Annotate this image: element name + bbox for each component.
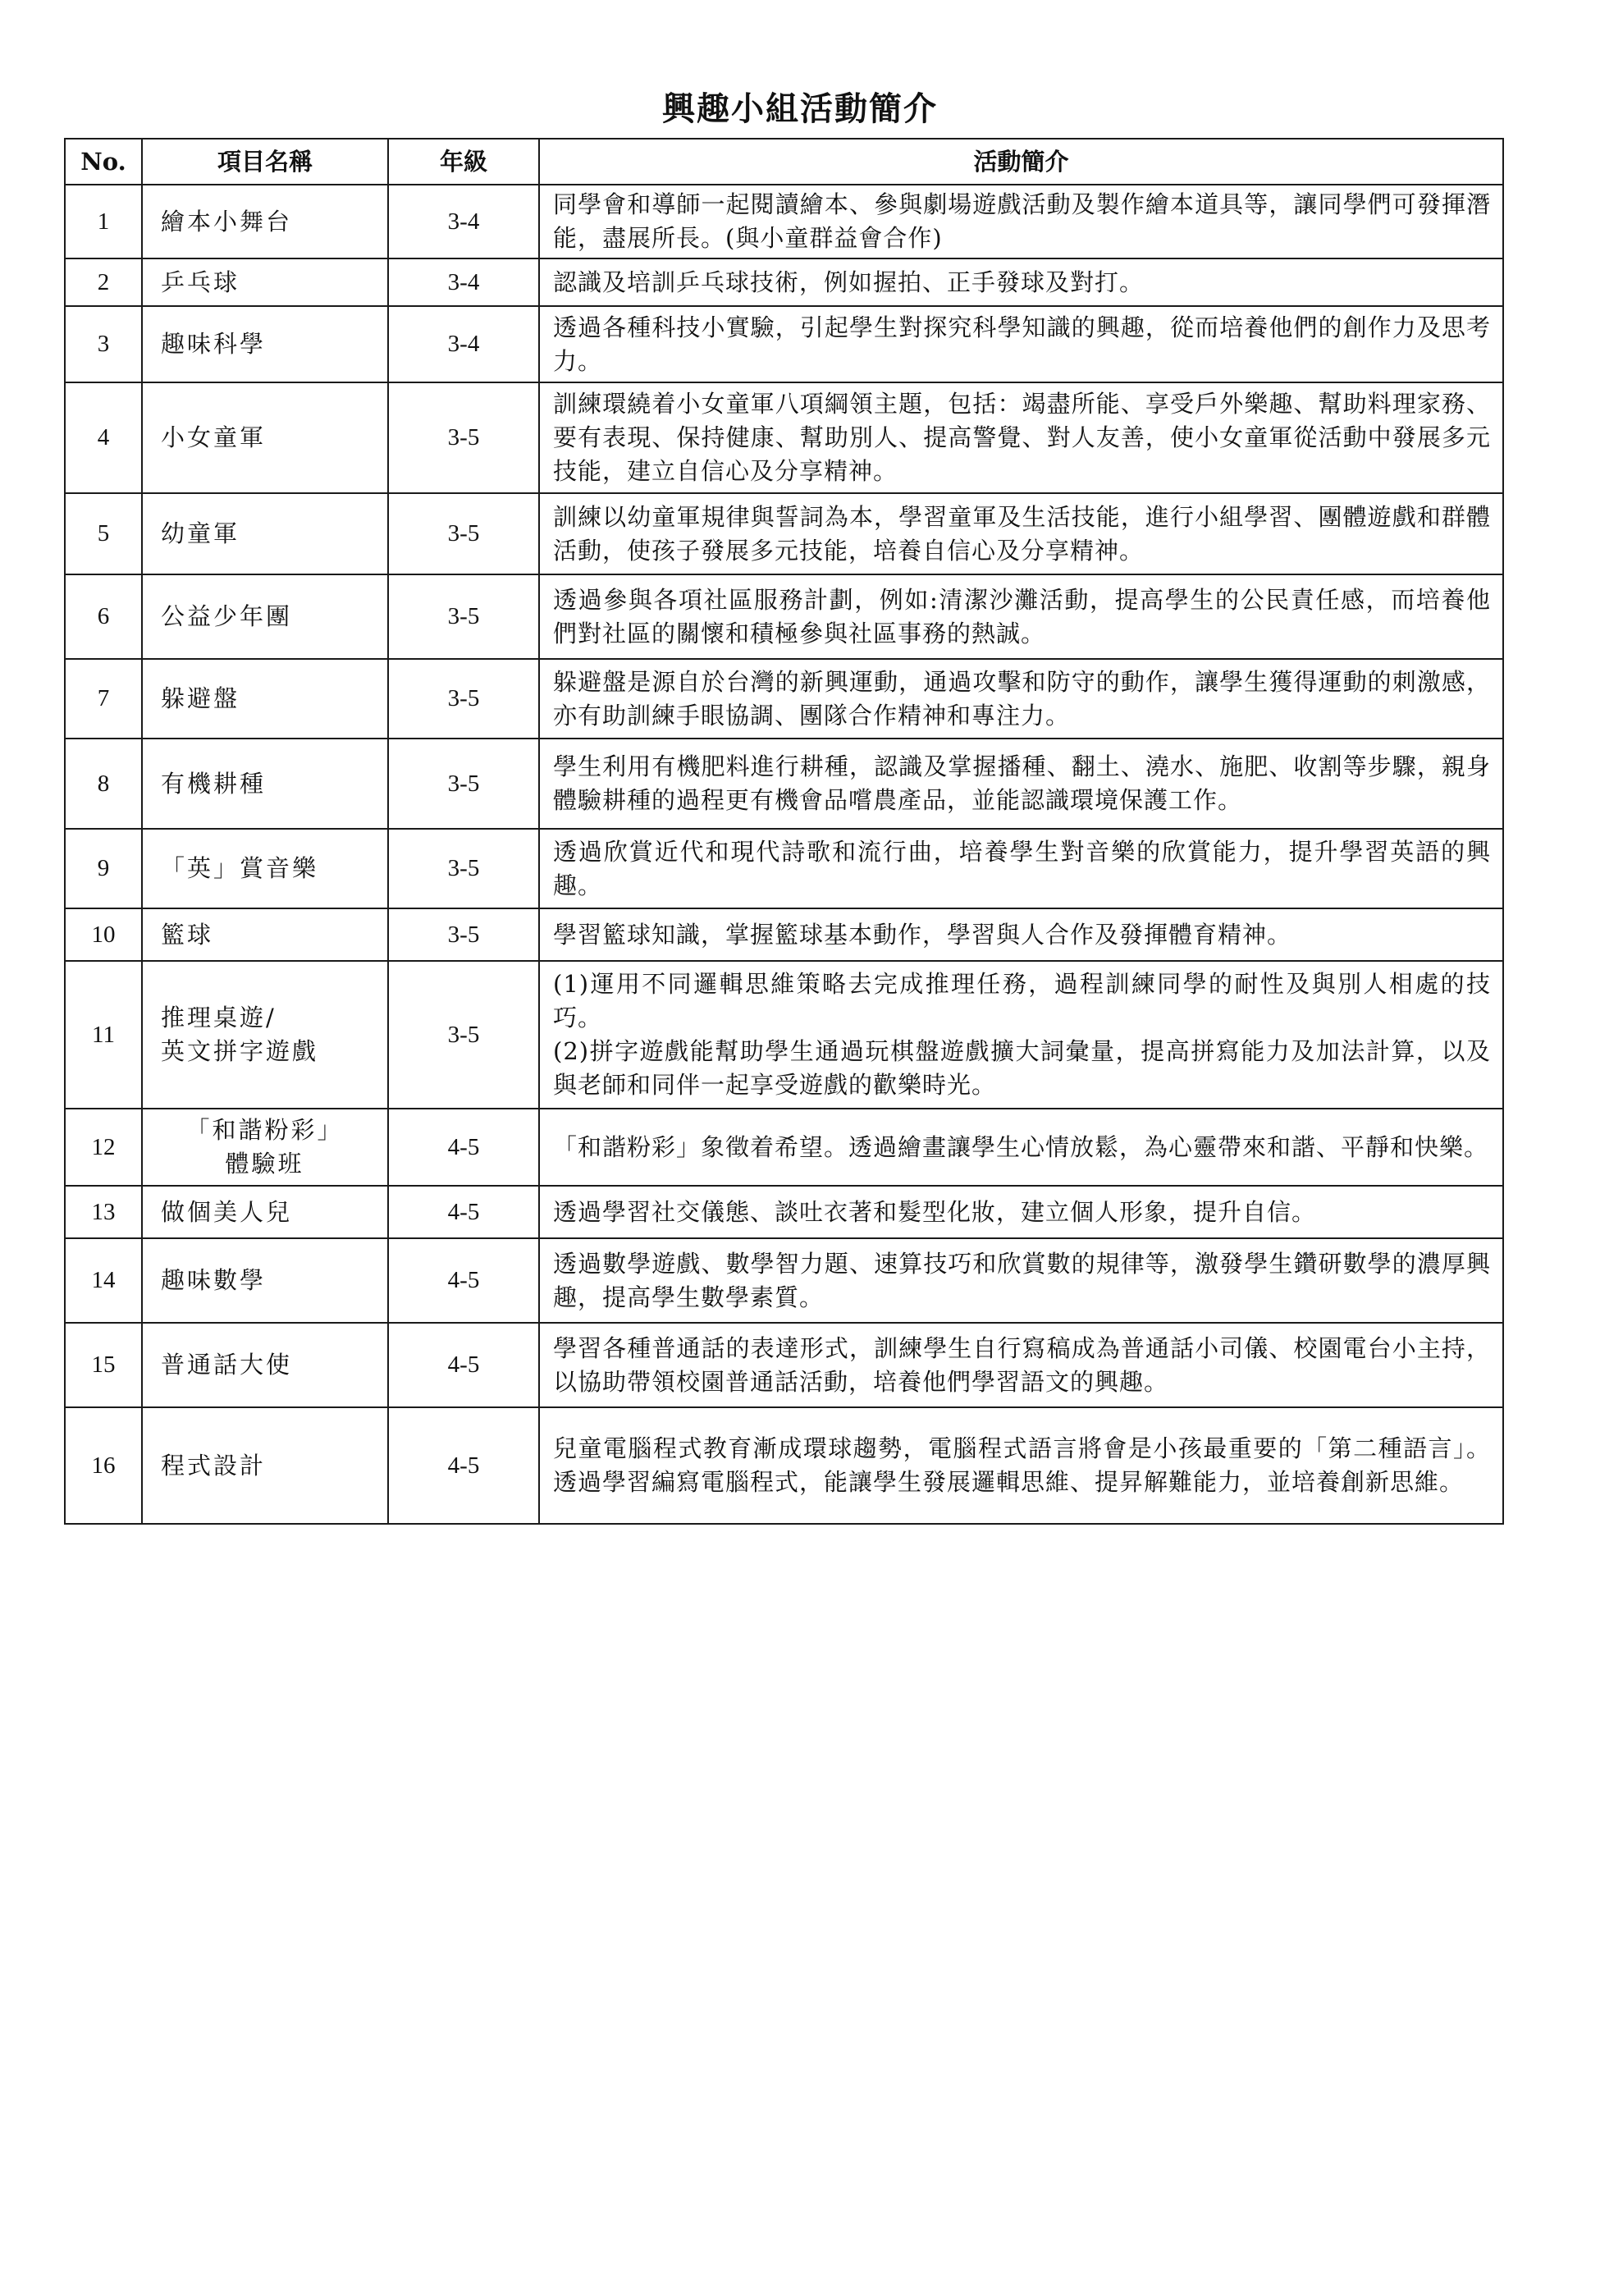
- row-grade: 3-5: [388, 574, 539, 659]
- row-description: 學習籃球知識，掌握籃球基本動作，學習與人合作及發揮體育精神。: [539, 908, 1503, 961]
- row-name: 推理桌遊/ 英文拼字遊戲: [142, 961, 388, 1109]
- table-row: [65, 829, 1503, 908]
- row-no: 6: [65, 574, 142, 659]
- row-no: 4: [65, 382, 142, 493]
- row-name: 「和諧粉彩」 體驗班: [142, 1109, 388, 1186]
- row-description: 躲避盤是源自於台灣的新興運動，通過攻擊和防守的動作，讓學生獲得運動的刺激感，亦有助訓練手眼協調、團隊合作精神和專注力。: [539, 659, 1503, 739]
- row-description: 透過欣賞近代和現代詩歌和流行曲，培養學生對音樂的欣賞能力，提升學習英語的興趣。: [539, 829, 1503, 908]
- row-name: 乒乓球: [142, 258, 388, 306]
- row-no: 8: [65, 739, 142, 829]
- page-title: 興趣小組活動簡介: [662, 89, 938, 128]
- row-grade: 4-5: [388, 1323, 539, 1407]
- row-description: 同學會和導師一起閱讀繪本、參與劇場遊戲活動及製作繪本道具等，讓同學們可發揮潛能，盡展所長。(與小童群益會合作): [539, 185, 1503, 258]
- row-name: 趣味科學: [142, 306, 388, 382]
- row-grade: 3-5: [388, 908, 539, 961]
- row-no: 2: [65, 258, 142, 306]
- row-name: 做個美人兒: [142, 1186, 388, 1238]
- row-no: 3: [65, 306, 142, 382]
- row-no: 15: [65, 1323, 142, 1407]
- row-name: 「英」賞音樂: [142, 829, 388, 908]
- row-no: 1: [65, 185, 142, 258]
- row-description: 學習各種普通話的表達形式，訓練學生自行寫稿成為普通話小司儀、校園電台小主持，以協助帶領校園普通話活動，培養他們學習語文的興趣。: [539, 1323, 1503, 1407]
- row-no: 5: [65, 493, 142, 574]
- row-name: 有機耕種: [142, 739, 388, 829]
- row-no: 14: [65, 1238, 142, 1323]
- row-description: 透過學習社交儀態、談吐衣著和髮型化妝，建立個人形象，提升自信。: [539, 1186, 1503, 1238]
- table-row: [65, 908, 1503, 961]
- row-name: 籃球: [142, 908, 388, 961]
- row-grade: 3-4: [388, 258, 539, 306]
- row-name: 趣味數學: [142, 1238, 388, 1323]
- row-description: 訓練環繞着小女童軍八項綱領主題，包括：竭盡所能、享受戶外樂趣、幫助料理家務、要有表現、保持健康、幫助別人、提高警覺、對人友善，使小女童軍從活動中發展多元技能，建立自信心及分享精神。: [539, 382, 1503, 493]
- row-description: 訓練以幼童軍規律與誓詞為本，學習童軍及生活技能，進行小組學習、團體遊戲和群體活動，使孩子發展多元技能，培養自信心及分享精神。: [539, 493, 1503, 574]
- table-row: [65, 1323, 1503, 1407]
- header-description: 活動簡介: [539, 139, 1503, 185]
- table-row: [65, 185, 1503, 258]
- table-row: [65, 493, 1503, 574]
- row-grade: 4-5: [388, 1407, 539, 1524]
- table-row: [65, 306, 1503, 382]
- table-row: [65, 1109, 1503, 1186]
- row-grade: 4-5: [388, 1109, 539, 1186]
- table-row: [65, 659, 1503, 739]
- activities-table: [64, 138, 1504, 1525]
- table-row: [65, 1186, 1503, 1238]
- header-grade: 年級: [388, 139, 539, 185]
- row-description: 透過各種科技小實驗，引起學生對探究科學知識的興趣，從而培養他們的創作力及思考力。: [539, 306, 1503, 382]
- row-no: 16: [65, 1407, 142, 1524]
- row-description: 認識及培訓乒乓球技術，例如握拍、正手發球及對打。: [539, 258, 1503, 306]
- row-name: 公益少年團: [142, 574, 388, 659]
- row-name: 普通話大使: [142, 1323, 388, 1407]
- row-name: 繪本小舞台: [142, 185, 388, 258]
- row-grade: 3-4: [388, 306, 539, 382]
- row-no: 10: [65, 908, 142, 961]
- header-name: 項目名稱: [142, 139, 388, 185]
- table-row: [65, 1238, 1503, 1323]
- table-row: [65, 1407, 1503, 1524]
- row-description: 兒童電腦程式教育漸成環球趨勢，電腦程式語言將會是小孩最重要的「第二種語言」。透過學習編寫電腦程式，能讓學生發展邏輯思維、提昇解難能力，並培養創新思維。: [539, 1407, 1503, 1524]
- row-grade: 3-5: [388, 961, 539, 1109]
- row-name: 幼童軍: [142, 493, 388, 574]
- row-no: 7: [65, 659, 142, 739]
- row-name: 程式設計: [142, 1407, 388, 1524]
- row-description: 透過數學遊戲、數學智力題、速算技巧和欣賞數的規律等，激發學生鑽研數學的濃厚興趣，提高學生數學素質。: [539, 1238, 1503, 1323]
- row-name: 躲避盤: [142, 659, 388, 739]
- row-name: 小女童軍: [142, 382, 388, 493]
- table-row: [65, 739, 1503, 829]
- table-row: [65, 961, 1503, 1109]
- row-grade: 4-5: [388, 1186, 539, 1238]
- header-no: No.: [65, 139, 142, 185]
- row-description: (1)運用不同邏輯思維策略去完成推理任務，過程訓練同學的耐性及與別人相處的技巧。 (2)拼字遊戲能幫助學生通過玩棋盤遊戲擴大詞彙量，提高拼寫能力及加法計算，以及與老師和同伴一起享受遊戲的歡樂時光。: [539, 961, 1503, 1109]
- row-description: 透過參與各項社區服務計劃，例如:清潔沙灘活動，提高學生的公民責任感，而培養他們對社區的關懷和積極參與社區事務的熱誠。: [539, 574, 1503, 659]
- row-description: 學生利用有機肥料進行耕種，認識及掌握播種、翻土、澆水、施肥、收割等步驟，親身體驗耕種的過程更有機會品嚐農產品，並能認識環境保護工作。: [539, 739, 1503, 829]
- row-grade: 4-5: [388, 1238, 539, 1323]
- table-row: [65, 258, 1503, 306]
- row-no: 11: [65, 961, 142, 1109]
- table-row: [65, 574, 1503, 659]
- table-header-row: [65, 139, 1503, 185]
- row-grade: 3-5: [388, 659, 539, 739]
- row-description: 「和諧粉彩」象徵着希望。透過繪畫讓學生心情放鬆，為心靈帶來和諧、平靜和快樂。: [539, 1109, 1503, 1186]
- row-grade: 3-5: [388, 739, 539, 829]
- row-no: 9: [65, 829, 142, 908]
- row-grade: 3-4: [388, 185, 539, 258]
- row-grade: 3-5: [388, 382, 539, 493]
- table-row: [65, 382, 1503, 493]
- row-no: 12: [65, 1109, 142, 1186]
- row-no: 13: [65, 1186, 142, 1238]
- row-grade: 3-5: [388, 829, 539, 908]
- row-grade: 3-5: [388, 493, 539, 574]
